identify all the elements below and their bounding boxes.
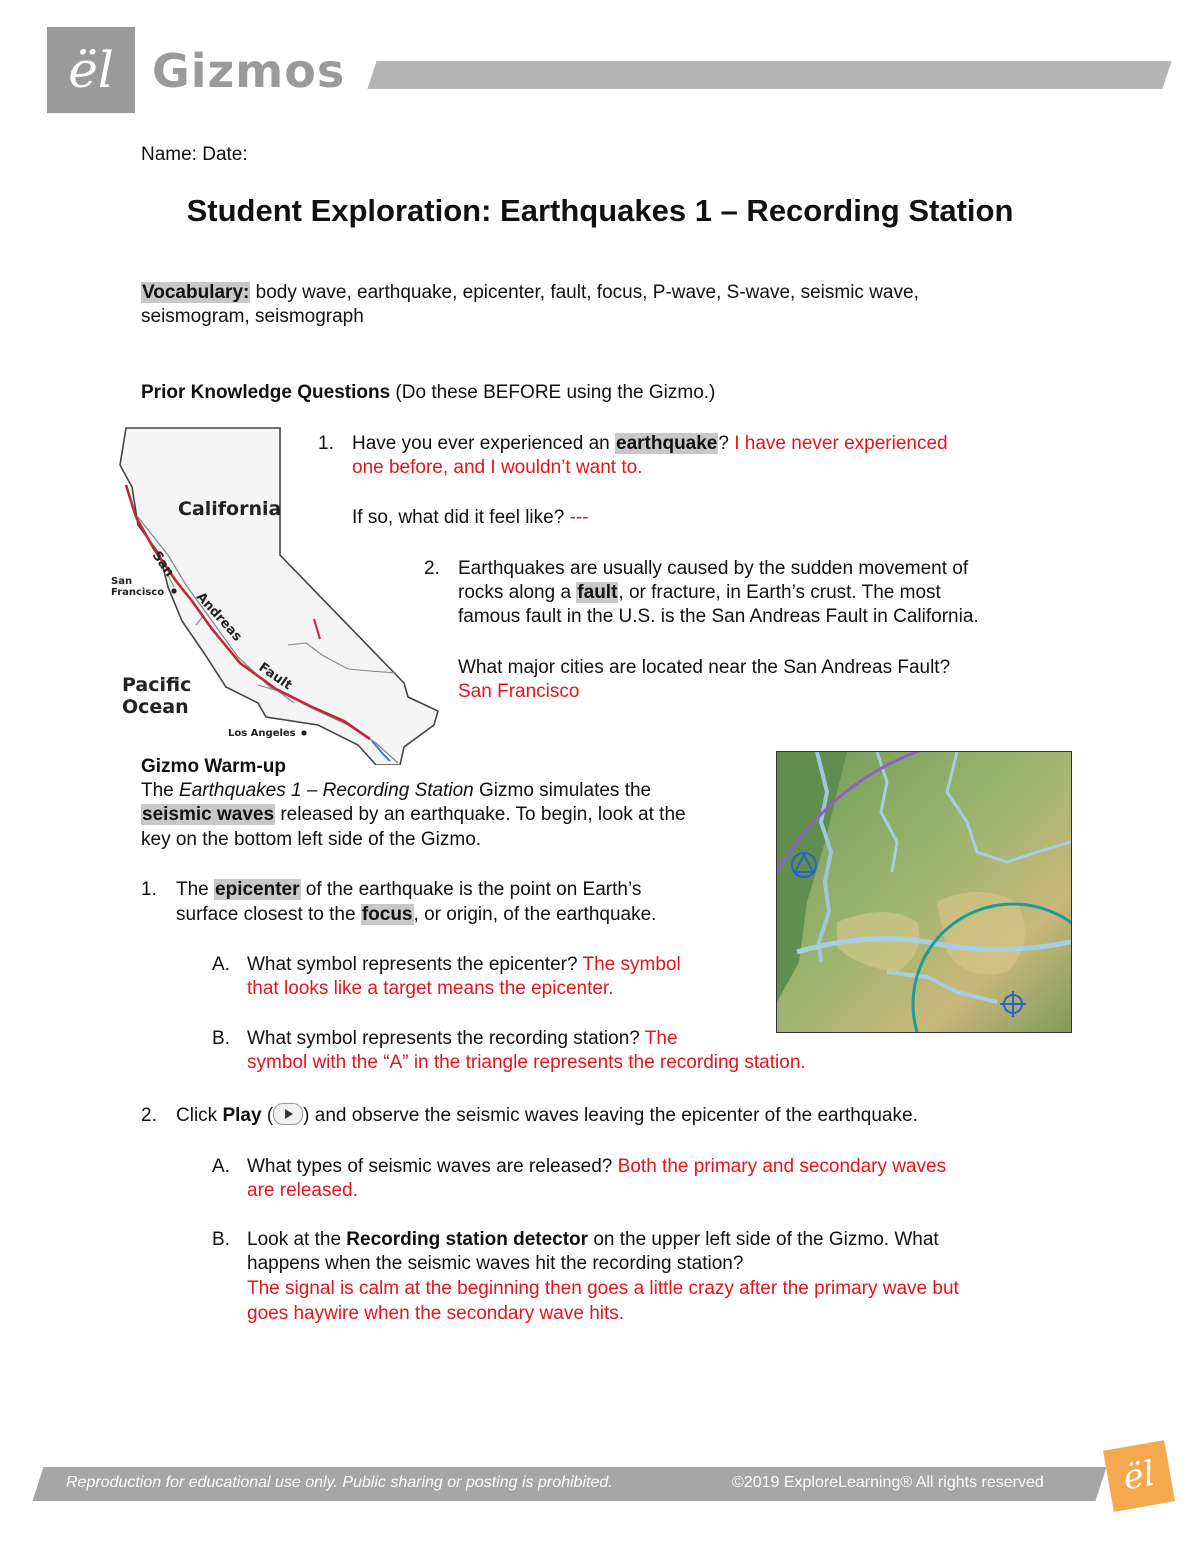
w1-line-2: surface closest to the focus, or origin, of the earthquake. [176,904,657,925]
answer-w1a-2: that looks like a target means the epicenter. [247,978,614,999]
term-fault: fault [577,582,618,603]
play-icon [273,1103,303,1125]
footer-logo-icon: ël [1103,1440,1175,1512]
label-andreas: Andreas [193,589,245,645]
w2b-label: B. [212,1229,230,1250]
brand-title: Gizmos [152,44,346,98]
answer-q1-a: I have never experienced [734,433,948,454]
term-epicenter: epicenter [215,879,300,900]
w1a-question: What symbol represents the epicenter? The symbol [247,954,681,975]
play-word: Play [222,1105,262,1126]
label-pacific: Pacific [122,674,192,696]
answer-w1a-1: The symbol [582,954,681,975]
answer-w1b-1: The [644,1028,678,1049]
la-city-dot [301,730,306,735]
answer-q1-follow: --- [569,507,589,528]
term-earthquake: earthquake [616,433,718,454]
answer-w2a-1: Both the primary and secondary waves [617,1156,947,1177]
answer-w2b-2: goes haywire when the secondary wave hits. [247,1303,625,1324]
w2b-question-2: happens when the seismic waves hit the recording station? [247,1253,744,1274]
q2-line-1: Earthquakes are usually caused by the sudden movement of [458,558,969,579]
warmup-heading: Gizmo Warm-up [141,756,286,777]
footer-copyright: ©2019 ExploreLearning® All rights reserved [732,1474,1044,1491]
sf-city-dot [171,588,176,593]
header-bar [367,61,1171,89]
answer-w2b-1: The signal is calm at the beginning then goes a little crazy after the primary wave but [247,1278,959,1299]
label-fault: Fault [255,659,295,694]
answer-w1b-2: symbol with the “A” in the triangle represents the recording station. [247,1052,806,1073]
footer-disclaimer: Reproduction for educational use only. Public sharing or posting is prohibited. [66,1474,613,1491]
vocabulary-label: Vocabulary: [142,282,250,303]
w1a-label: A. [212,954,230,975]
w2-line-1: Click Play ( ) and observe the seismic waves leaving the epicenter of the earthquake. [176,1104,918,1128]
page-title: Student Exploration: Earthquakes 1 – Recording Station [186,193,1014,228]
q2-number: 2. [424,558,440,579]
vocabulary-line-1: Vocabulary: body wave, earthquake, epicenter, fault, focus, P-wave, S-wave, seismic wave, [142,282,919,303]
label-los-angeles: Los Angeles [228,728,296,739]
q2-line-3: famous fault in the U.S. is the San Andreas Fault in California. [458,606,979,627]
w1b-label: B. [212,1028,230,1049]
answer-w2a-2: are released. [247,1180,358,1201]
w2b-question: Look at the Recording station detector on the upper left side of the Gizmo. What [247,1229,939,1250]
gizmo-simulation-map [776,751,1072,1033]
warmup-line-2: seismic waves released by an earthquake. To begin, look at the [142,804,686,825]
warmup-line-1: The Earthquakes 1 – Recording Station Gizmo simulates the [141,780,652,801]
w1-number: 1. [141,879,157,900]
label-san: San [148,548,177,580]
label-california: California [178,498,282,520]
vocabulary-line-2: seismogram, seismograph [141,306,364,327]
answer-q2: San Francisco [458,681,580,702]
q1-number: 1. [318,433,334,454]
term-focus: focus [361,904,413,925]
q2-question: What major cities are located near the San Andreas Fault? [458,657,951,678]
w2a-label: A. [212,1156,230,1177]
warmup-line-3: key on the bottom left side of the Gizmo. [141,829,482,850]
w2a-question: What types of seismic waves are released? Both the primary and secondary waves [247,1156,947,1177]
q2-line-2: rocks along a fault, or fracture, in Earth’s crust. The most [458,582,941,603]
label-sf-1: San [111,576,133,587]
term-seismic-waves: seismic waves [142,804,275,825]
answer-q1-b: one before, and I wouldn’t want to. [352,457,643,478]
q1-follow-up: If so, what did it feel like? --- [352,507,589,528]
w1b-question: What symbol represents the recording station? The [247,1028,678,1049]
prior-knowledge-heading: Prior Knowledge Questions (Do these BEFORE using the Gizmo.) [141,382,716,403]
q1-line-1: Have you ever experienced an earthquake? I have never experienced [352,433,948,454]
label-ocean: Ocean [122,696,189,718]
gizmos-logo-icon: ël [47,27,135,113]
w1-line-1: The epicenter of the earthquake is the point on Earth’s [176,879,642,900]
label-sf-2: Francisco [111,587,165,598]
w2-number: 2. [141,1105,157,1126]
name-date-line: Name: Date: [141,144,248,165]
term-recording-station-detector: Recording station detector [346,1229,589,1250]
